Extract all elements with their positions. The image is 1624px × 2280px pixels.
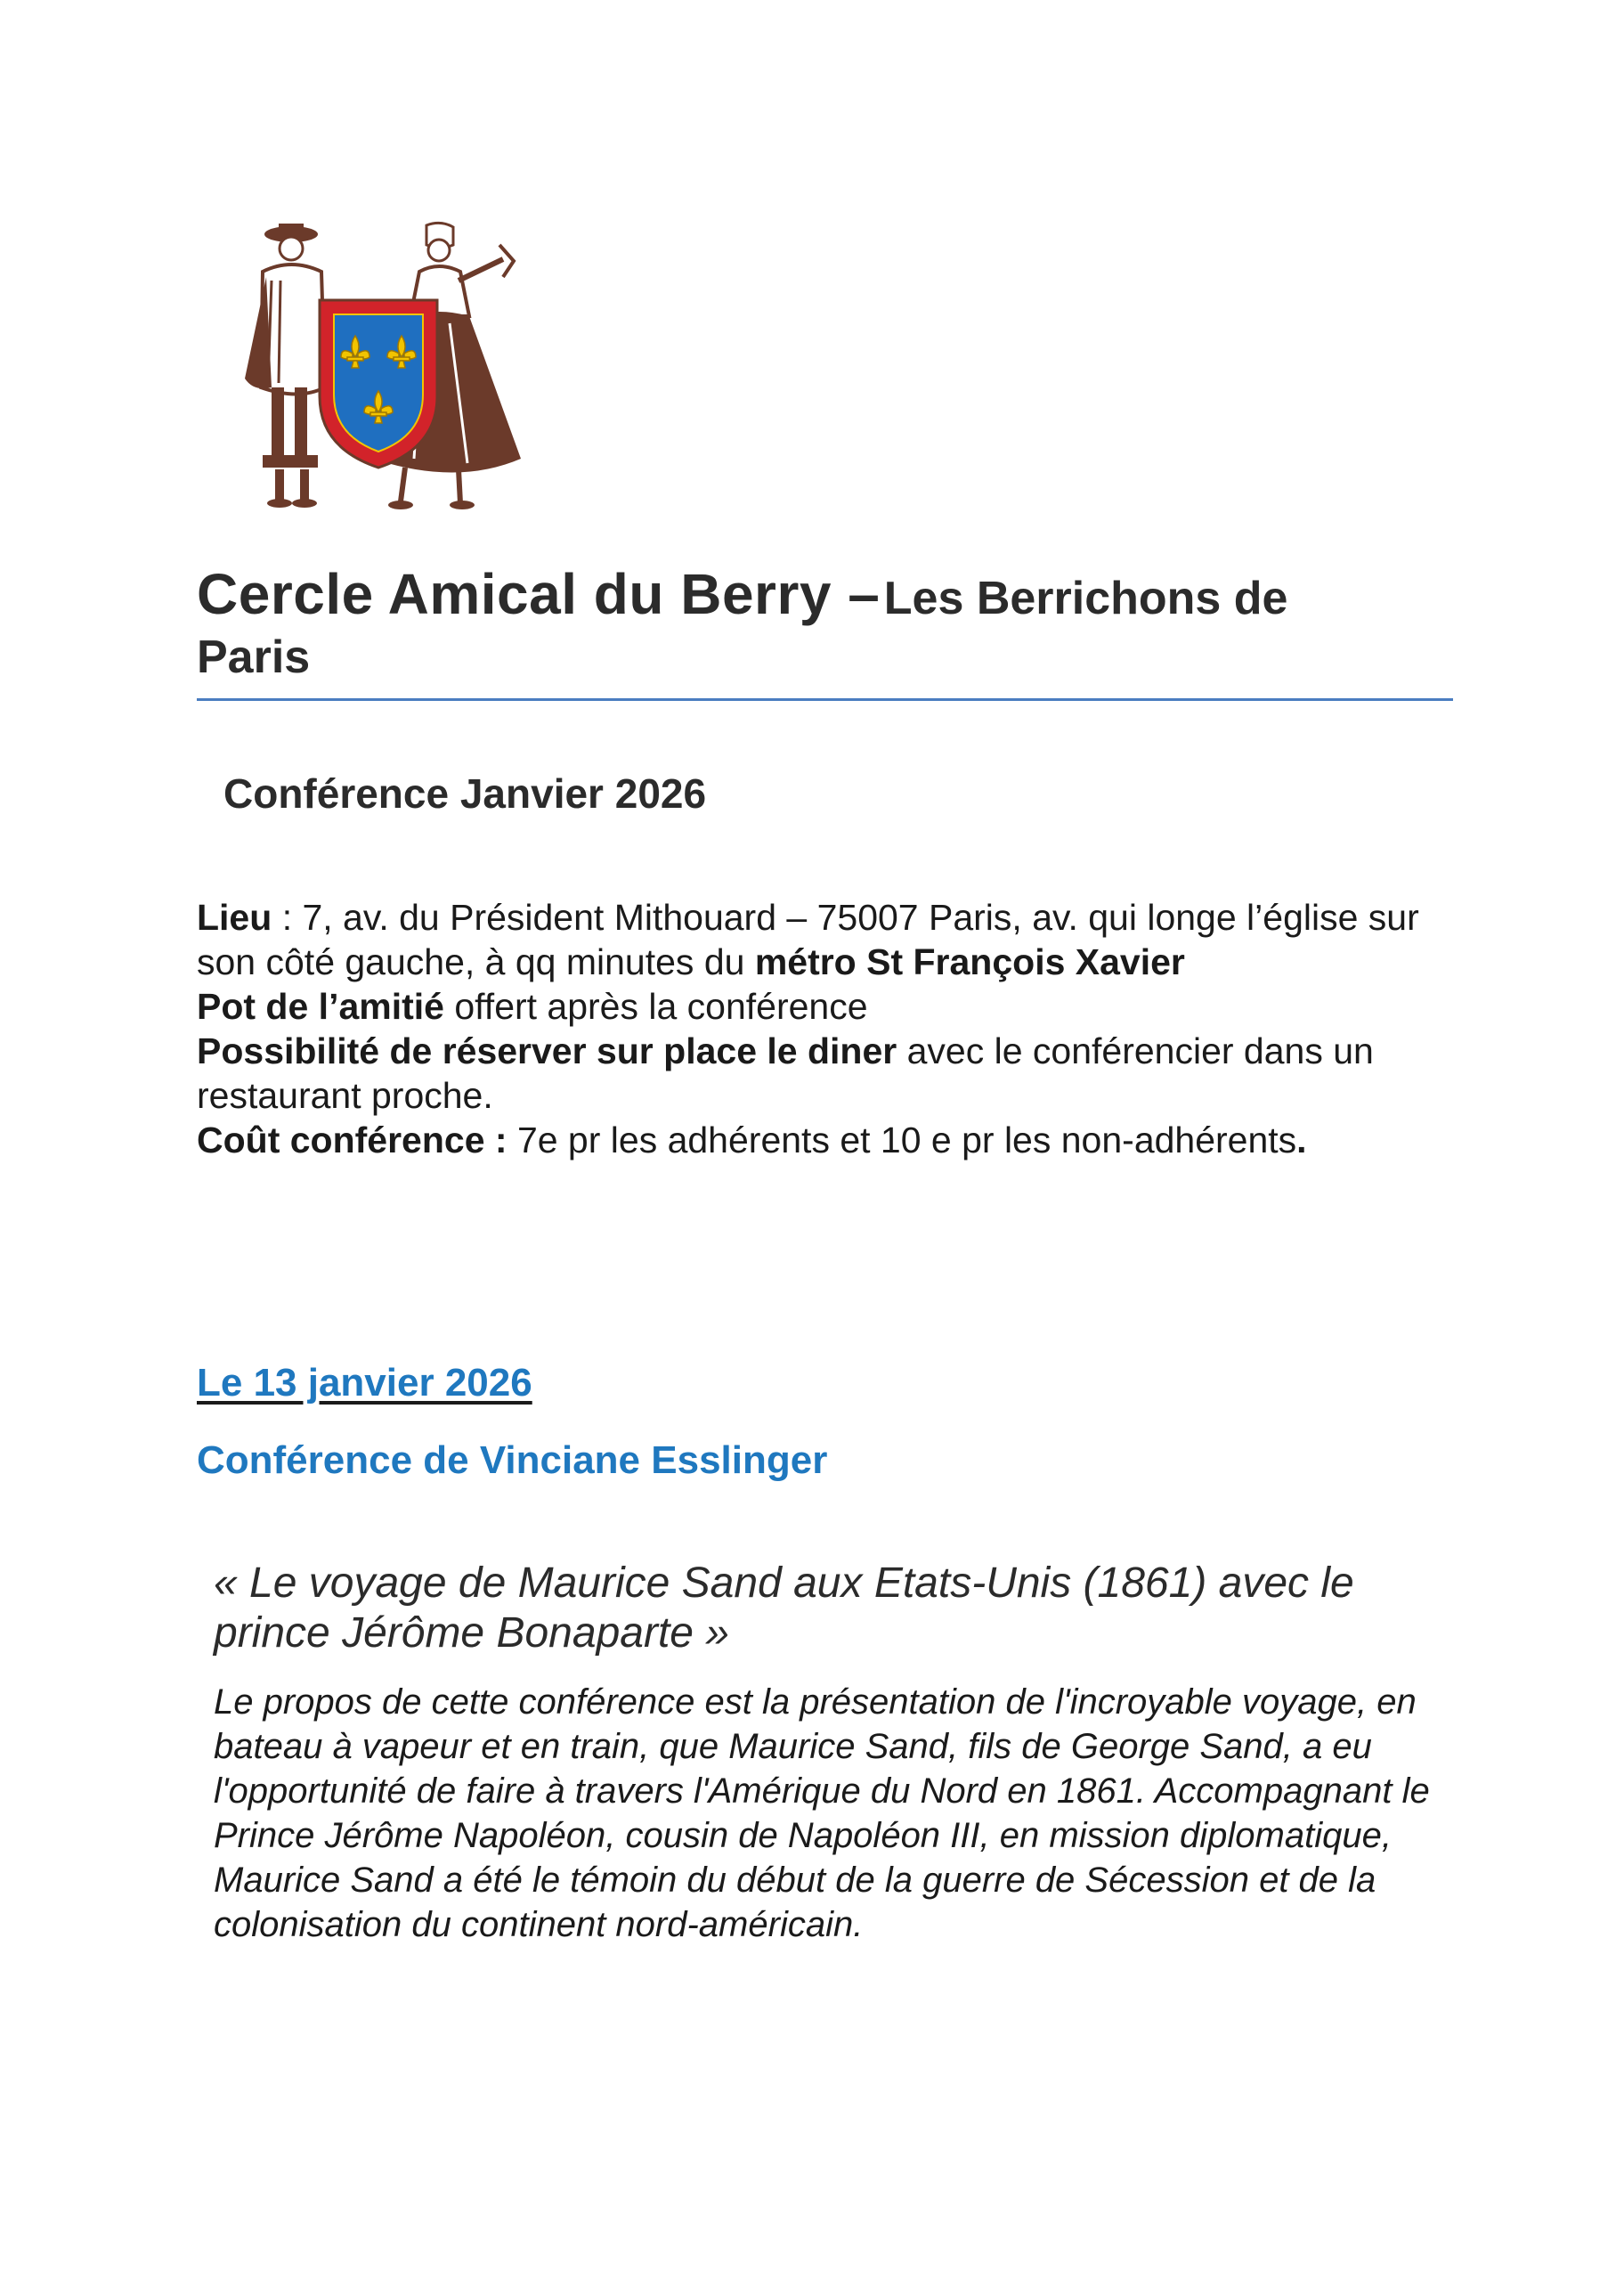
reserve-text: avec le conférencier dans un restaurant proche. <box>197 1030 1374 1116</box>
cout-end: . <box>1296 1120 1307 1160</box>
pot-text: offert après la conférence <box>443 986 868 1027</box>
metro-station: métro St François Xavier <box>754 941 1185 982</box>
cout-label: Coût conférence : <box>197 1120 517 1160</box>
lieu-text: : 7, av. du Président Mithouard – 75007 Paris, av. qui longe l’église sur son côté gauche, à qq minutes du <box>197 897 1419 982</box>
cout-text: 7e pr les adhérents et 10 e pr les non-adhérents <box>516 1120 1297 1160</box>
title-line2: Paris <box>197 631 311 683</box>
lieu-label: Lieu <box>197 897 272 938</box>
event-speaker: Conférence de Vinciane Esslinger <box>197 1438 828 1482</box>
reserve-label: Possibilité de réserver sur place le diner <box>197 1030 897 1071</box>
talk-abstract: Le propos de cette conférence est la présentation de l'incroyable voyage, en bateau à vapeur et en train, que Maurice Sand, fils de George Sand, a eu l'opportunité de faire à travers l'Amérique du Nord en 1861. Accompagnant le Prince Jérôme Napoléon, cousin de Napoléon III, en mission diplomatique, Maurice Sand a été le témoin du début de la guerre de Sécession et de la colonisation du continent nord-américain. <box>214 1682 1430 1944</box>
title-main: Cercle Amical du Berry – <box>197 562 881 626</box>
talk-title: « Le voyage de Maurice Sand aux Etats-Unis (1861) avec le prince Jérôme Bonaparte » <box>214 1559 1354 1657</box>
event-date: Le 13 janvier 2026 <box>197 1361 532 1405</box>
pot-paragraph <box>197 984 1479 1029</box>
pot-label: Pot de l’amitié <box>197 986 444 1027</box>
lieu-paragraph <box>197 895 1479 984</box>
practical-info <box>197 895 1479 1162</box>
section-subtitle: Conférence Janvier 2026 <box>223 770 707 817</box>
title-rest: Les Berrichons de <box>883 573 1288 624</box>
page-title <box>197 561 1461 684</box>
title-divider <box>197 698 1453 701</box>
cout-paragraph <box>197 1118 1479 1162</box>
berry-logo-icon <box>236 218 530 512</box>
reserve-paragraph <box>197 1029 1479 1118</box>
